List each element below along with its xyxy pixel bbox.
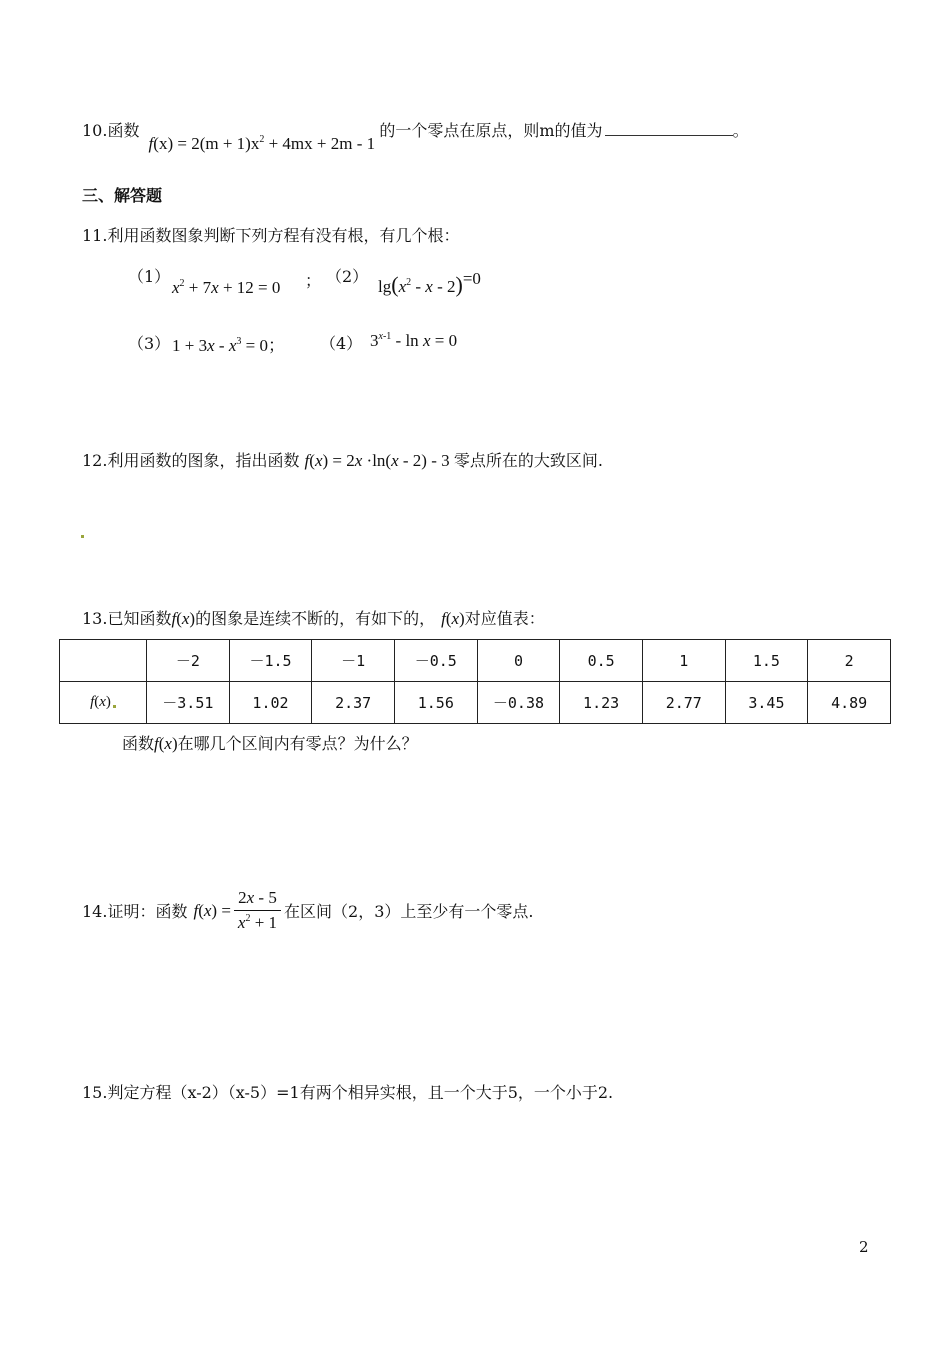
q11-part-2-label: （2）	[326, 267, 369, 286]
q11-part-1-equation: $x^2 + 7x + 12 = 0$	[172, 278, 281, 297]
page-number: 2	[859, 1238, 869, 1256]
table-cell: －1.5	[229, 640, 312, 682]
table-cell: 0	[477, 640, 560, 682]
section-title: 三、解答题	[82, 186, 163, 205]
q14-fraction: $\frac{2x - 5}{x^2 + 1}$	[234, 888, 281, 933]
q11-part-1-sep: ；	[305, 271, 322, 290]
q11-part-3-label: （3）	[128, 334, 171, 353]
table-cell-label: f(x)	[60, 682, 147, 724]
q10-equation: $f(x) = 2(m + 1)x^2 + 4mx + 2m - 1$	[148, 134, 376, 153]
table-cell: 2.77	[642, 682, 725, 724]
table-cell: 1.56	[394, 682, 477, 724]
table-row-fx	[60, 682, 891, 724]
q10-suffix: 的一个零点在原点，则m的值为	[379, 121, 603, 140]
table-cell: 1	[642, 640, 725, 682]
table-cell	[60, 640, 147, 682]
table-cell: 3.45	[725, 682, 808, 724]
table-cell: 2	[808, 640, 891, 682]
table-row-x	[60, 640, 891, 682]
question-12: 12.利用函数的图象，指出函数 f(x) = 2x ·ln(x - 2) - 3 零点所在的大致区间.	[82, 451, 603, 470]
q11-part-3-equation: $1 + 3x - x^3 = 0$；	[172, 336, 285, 355]
answer-blank[interactable]	[605, 125, 733, 136]
q11-part-4-equation: 3$^{x-1}$ - ln x = 0	[370, 331, 458, 350]
question-10: 10.函数 $f(x) = 2(m + 1)x^2 + 4mx + 2m - 1$ 的一个零点在原点，则m的值为 。	[82, 121, 749, 153]
table-cell: 1.23	[560, 682, 643, 724]
question-14: 14.证明：函数 f(x) = $\frac{2x - 5}{x^2 + 1}$ 在区间（2，3）上至少有一个零点.	[82, 888, 534, 932]
question-11: 11.利用函数图象判断下列方程有没有根，有几个根：	[82, 226, 460, 245]
table-cell: －2	[147, 640, 230, 682]
table-cell: －0.38	[477, 682, 560, 724]
value-table	[59, 639, 891, 724]
table-cell: 2.37	[312, 682, 395, 724]
table-cell: 0.5	[560, 640, 643, 682]
question-13: 13.已知函数f(x)的图象是连续不断的，有如下的， f(x)对应值表：	[82, 609, 545, 628]
q11-part-4-label: （4）	[320, 334, 363, 353]
question-15: 15.判定方程（x-2）（x-5）=1有两个相异实根，且一个大于5，一个小于2.	[82, 1083, 614, 1102]
q14-lhs: f(x) =	[193, 900, 231, 920]
q10-prefix: 10.函数	[82, 121, 140, 140]
table-cell: －0.5	[394, 640, 477, 682]
stray-mark	[81, 521, 84, 540]
table-cell: －3.51	[147, 682, 230, 724]
q11-part-1-label: （1）	[128, 267, 171, 286]
table-cell: 1.02	[229, 682, 312, 724]
q11-part-2-equation: $\lg(x^2 - x - 2)=0$	[378, 269, 481, 297]
table-cell: 1.5	[725, 640, 808, 682]
q12-function: f(x) = 2x ·ln(x - 2) - 3	[304, 451, 454, 470]
q13-question: 函数f(x)在哪几个区间内有零点？为什么？	[122, 734, 418, 753]
table-cell: －1	[312, 640, 395, 682]
table-cell: 4.89	[808, 682, 891, 724]
